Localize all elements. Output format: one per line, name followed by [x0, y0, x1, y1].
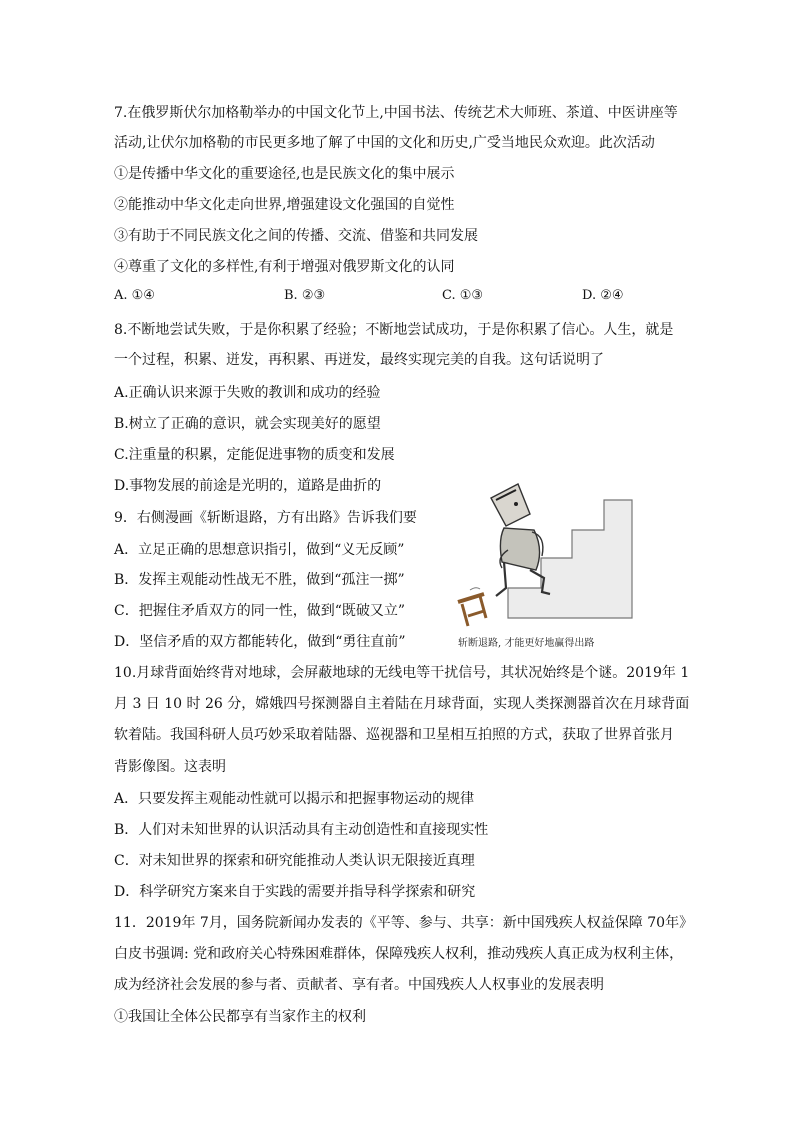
q10-stem-line-4: 背影像图。这表明 — [114, 759, 226, 775]
q7-options — [114, 288, 674, 308]
q8-option-b: B.树立了正确的意识，就会实现美好的愿望 — [114, 416, 381, 432]
q10-stem-line-1: 10.月球背面始终背对地球，会屏蔽地球的无线电等干扰信号，其状况始终是个谜。2019年 1 — [114, 665, 690, 681]
q11-stem-line-1: 11．2019年 7月，国务院新闻办发表的《平等、参与、共享：新中国残疾人权益保障 70年》 — [114, 915, 694, 931]
q9-option-a: A．立足正确的思想意识指引，做到“义无反顾” — [114, 542, 405, 558]
q9-stem: 9．右侧漫画《斩断退路，方有出路》告诉我们要 — [114, 510, 417, 526]
q11-stem-line-3: 成为经济社会发展的参与者、贡献者、享有者。中国残疾人人权事业的发展表明 — [114, 977, 604, 993]
q8-option-d: D.事物发展的前途是光明的，道路是曲折的 — [114, 478, 382, 494]
q7-option-c: C. ①③ — [442, 288, 484, 303]
q7-option-b: B. ②③ — [284, 288, 326, 303]
cartoon-illustration — [446, 470, 642, 660]
q8-option-c: C.注重量的积累，定能促进事物的质变和发展 — [114, 447, 395, 463]
q9-option-d: D．坚信矛盾的双方都能转化，做到“勇往直前” — [114, 634, 406, 650]
q7-statement-4: ④尊重了文化的多样性,有利于增强对俄罗斯文化的认同 — [114, 259, 455, 275]
q11-stem-line-2: 白皮书强调: 党和政府关心特殊困难群体，保障残疾人权利，推动残疾人真正成为权利主体， — [114, 946, 684, 962]
q10-option-b: B．人们对未知世界的认识活动具有主动创造性和直接现实性 — [114, 822, 489, 838]
falling-stool — [458, 588, 486, 626]
q10-option-d: D．科学研究方案来自于实践的需要并指导科学探索和研究 — [114, 884, 476, 900]
q7-statement-1: ①是传播中华文化的重要途径,也是民族文化的集中展示 — [114, 166, 455, 182]
q7-option-a: A. ①④ — [114, 288, 155, 303]
q10-option-a: A．只要发挥主观能动性就可以揭示和把握事物运动的规律 — [114, 791, 475, 807]
q7-option-d: D. ②④ — [582, 288, 624, 303]
q10-stem-line-2: 月 3 日 10 时 26 分，嫦娥四号探测器自主着陆在月球背面，实现人类探测器首次在月球背面 — [114, 696, 690, 712]
q7-stem-line-1: 7.在俄罗斯伏尔加格勒举办的中国文化节上,中国书法、传统艺术大师班、茶道、中医讲座等 — [114, 105, 678, 121]
q8-option-a: A.正确认识来源于失败的教训和成功的经验 — [114, 385, 381, 401]
q8-stem-line-1: 8.不断地尝试失败，于是你积累了经验；不断地尝试成功，于是你积累了信心。人生，就是 — [114, 322, 674, 338]
q9-option-b: B．发挥主观能动性战无不胜，做到“孤注一掷” — [114, 572, 405, 588]
q9-option-c: C．把握住矛盾双方的同一性，做到“既破又立” — [114, 603, 406, 619]
cartoon-caption: 斩断退路, 才能更好地赢得出路 — [458, 638, 595, 649]
q8-stem-line-2: 一个过程，积累、迸发，再积累、再迸发，最终实现完美的自我。这句话说明了 — [114, 352, 604, 368]
q11-statement-1: ①我国让全体公民都享有当家作主的权利 — [114, 1009, 366, 1025]
q7-statement-2: ②能推动中华文化走向世界,增强建设文化强国的自觉性 — [114, 197, 455, 213]
q7-stem-line-2: 活动,让伏尔加格勒的市民更多地了解了中国的文化和历史,广受当地民众欢迎。此次活动 — [114, 135, 655, 151]
q7-statement-3: ③有助于不同民族文化之间的传播、交流、借鉴和共同发展 — [114, 228, 478, 244]
q10-option-c: C．对未知世界的探索和研究能推动人类认识无限接近真理 — [114, 853, 475, 869]
q10-stem-line-3: 软着陆。我国科研人员巧妙采取着陆器、巡视器和卫星相互拍照的方式，获取了世界首张月 — [114, 727, 674, 743]
